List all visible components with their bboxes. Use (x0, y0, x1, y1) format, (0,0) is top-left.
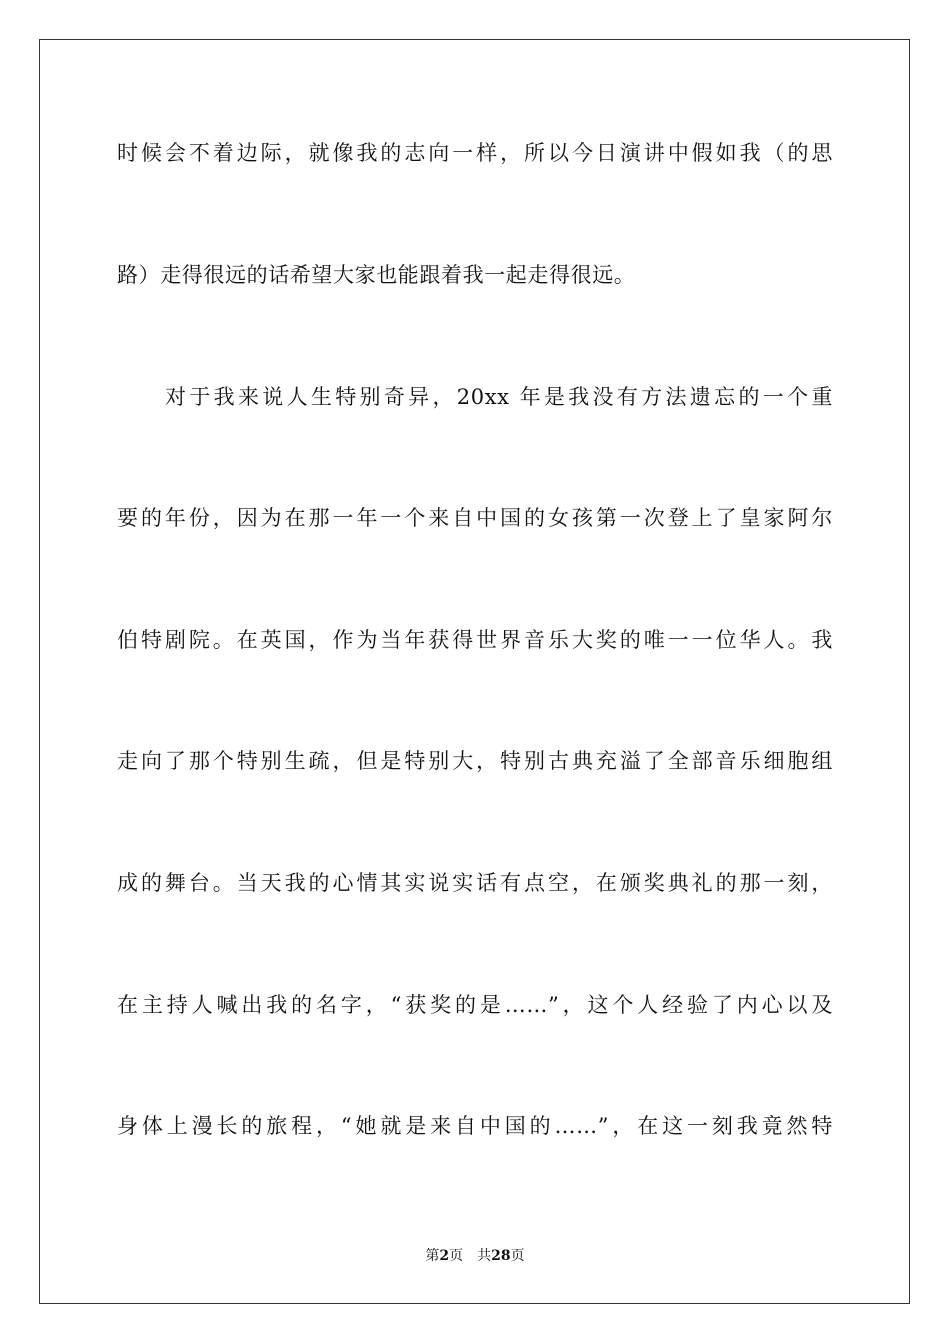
text-line-2: 路）走得很远的话希望大家也能跟着我一起走得很远。 (117, 263, 636, 287)
page-number: 2 (439, 1248, 450, 1264)
text-line-9: 身体上漫长的旅程，“她就是来自中国的……”，在这一刻我竟然特 (117, 1114, 833, 1138)
page-suffix: 页 (449, 1248, 464, 1264)
total-suffix: 页 (510, 1248, 525, 1264)
text-line-4: 要的年份，因为在那一年一个来自中国的女孩第一次登上了皇家阿尔 (117, 506, 833, 530)
total-prefix: 共 (477, 1248, 492, 1264)
text-line-8: 在主持人喊出我的名字，“获奖的是……”，这个人经验了内心以及 (117, 993, 833, 1017)
text-line-7: 成的舞台。当天我的心情其实说实话有点空，在颁奖典礼的那一刻， (117, 871, 833, 895)
text-line-6: 走向了那个特别生疏，但是特别大，特别古典充溢了全部音乐细胞组 (117, 749, 833, 773)
total-pages: 28 (491, 1248, 511, 1264)
text-line-3: 对于我来说人生特别奇异，20xx 年是我没有方法遗忘的一个重 (165, 385, 833, 409)
page-footer (0, 1246, 950, 1266)
page-prefix: 第 (425, 1248, 440, 1264)
text-line-1: 时候会不着边际，就像我的志向一样，所以今日演讲中假如我（的思 (117, 141, 833, 165)
text-line-5: 伯特剧院。在英国，作为当年获得世界音乐大奖的唯一一位华人。我 (117, 628, 833, 652)
